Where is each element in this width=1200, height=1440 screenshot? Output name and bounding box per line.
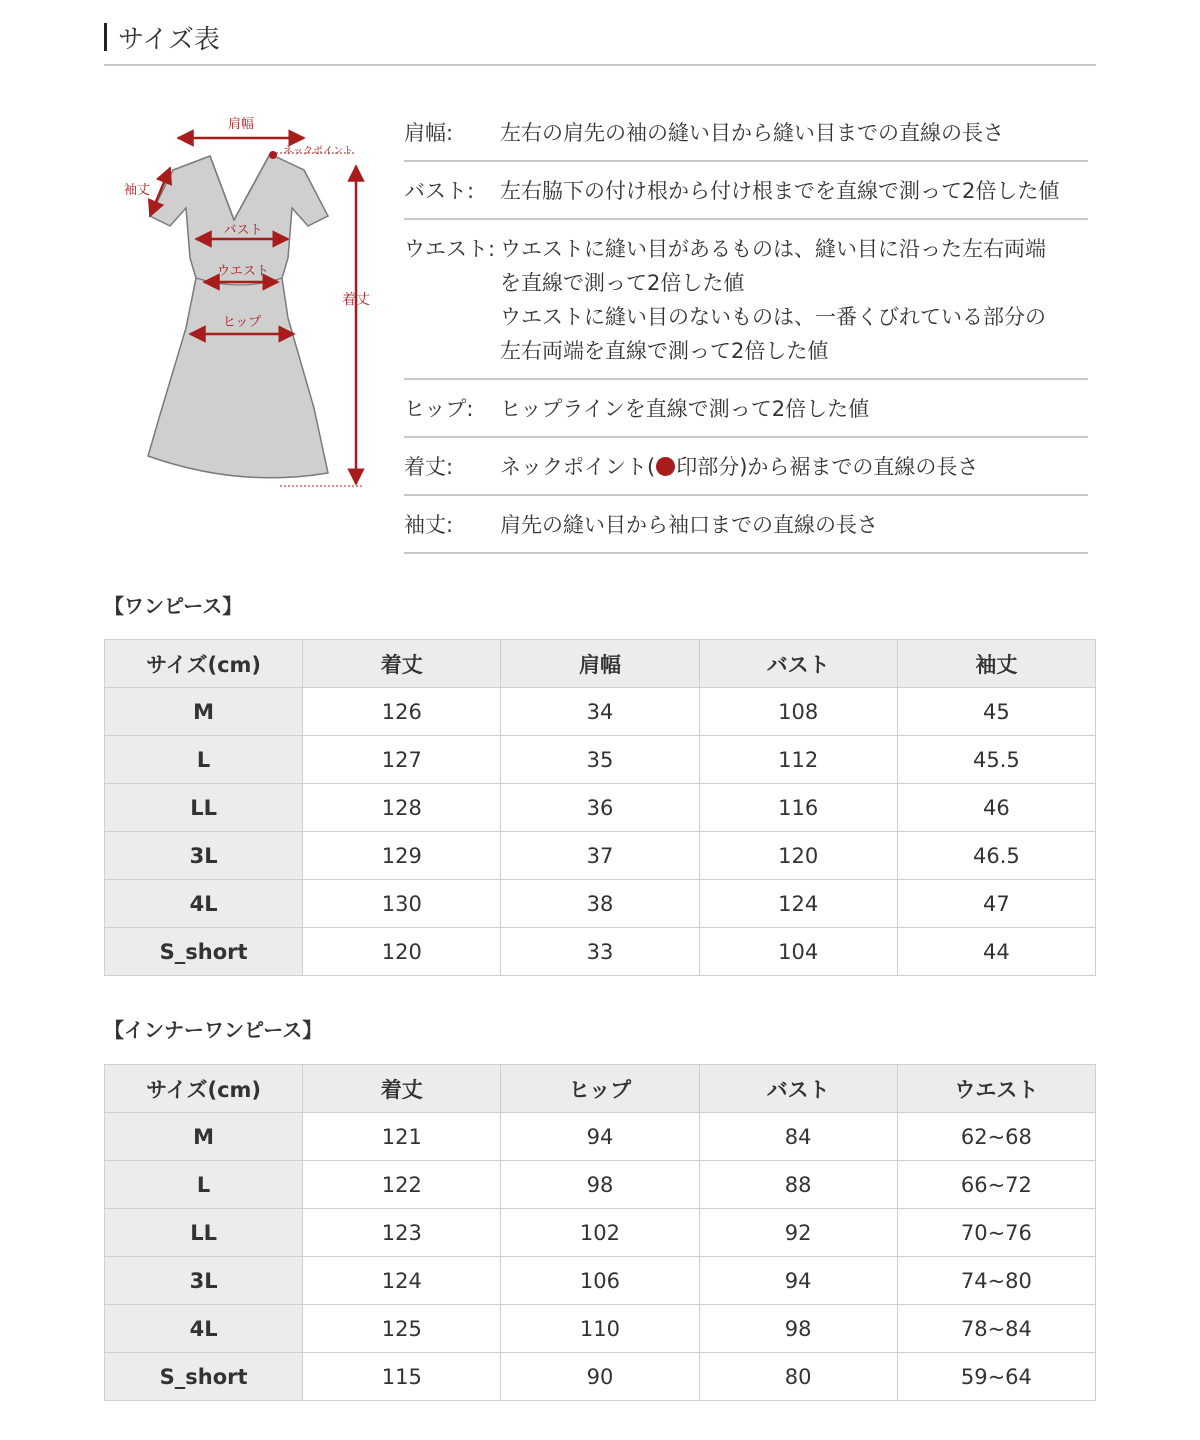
page-title — [104, 18, 220, 56]
column-header: 肩幅 — [501, 640, 699, 688]
measurement-definitions — [404, 104, 1088, 554]
table-cell: 78~84 — [897, 1305, 1095, 1353]
table-cell: 94 — [501, 1113, 699, 1161]
title-bar — [104, 23, 107, 51]
table-cell: 66~72 — [897, 1161, 1095, 1209]
table-cell: 37 — [501, 832, 699, 880]
size-cell: S_short — [105, 928, 303, 976]
table-row — [105, 784, 1096, 832]
definition-text: ヒップラインを直線で測って2倍した値 — [500, 397, 870, 421]
definition-bust — [404, 162, 1088, 220]
table-cell: 102 — [501, 1209, 699, 1257]
table-cell: 44 — [897, 928, 1095, 976]
shoulder-label: 肩幅 — [227, 117, 255, 132]
size-cell: L — [105, 736, 303, 784]
definition-text — [500, 450, 978, 484]
table-cell: 70~76 — [897, 1209, 1095, 1257]
table-cell: 80 — [699, 1353, 897, 1401]
table-row — [105, 1353, 1096, 1401]
table-header-row — [105, 640, 1096, 688]
table-cell: 124 — [303, 1257, 501, 1305]
table-cell: 34 — [501, 688, 699, 736]
definition-label: バスト: — [404, 179, 475, 203]
table-cell: 126 — [303, 688, 501, 736]
column-header: 着丈 — [303, 1065, 501, 1113]
definition-label: ヒップ: — [404, 397, 474, 421]
column-header: 袖丈 — [897, 640, 1095, 688]
definition-length — [404, 438, 1088, 496]
table-cell: 33 — [501, 928, 699, 976]
garment-diagram — [110, 108, 380, 498]
definition-text: 左右の肩先の袖の縫い目から縫い目までの直線の長さ — [500, 121, 1004, 145]
definition-text-after: 印部分)から裾までの直線の長さ — [676, 455, 979, 479]
definition-label: ウエスト: — [404, 237, 496, 261]
definition-text: 左右脇下の付け根から付け根までを直線で測って2倍した値 — [500, 179, 1060, 203]
definition-text-before: ネックポイント( — [500, 455, 656, 479]
hip-label: ヒップ — [222, 315, 262, 330]
size-cell: M — [105, 1113, 303, 1161]
table-cell: 62~68 — [897, 1113, 1095, 1161]
title-divider — [104, 64, 1096, 66]
table-cell: 124 — [699, 880, 897, 928]
table-cell: 122 — [303, 1161, 501, 1209]
table-cell: 106 — [501, 1257, 699, 1305]
column-header: バスト — [699, 1065, 897, 1113]
table-cell: 104 — [699, 928, 897, 976]
table-cell: 108 — [699, 688, 897, 736]
table-cell: 98 — [501, 1161, 699, 1209]
definition-waist — [404, 220, 1088, 380]
table-cell: 110 — [501, 1305, 699, 1353]
neck-point-label: ネックポイント — [283, 146, 353, 157]
definition-hip — [404, 380, 1088, 438]
column-header: サイズ(cm) — [105, 640, 303, 688]
definition-label: 肩幅: — [404, 121, 454, 145]
table-cell: 130 — [303, 880, 501, 928]
bust-label: バスト — [223, 223, 263, 238]
table-cell: 46 — [897, 784, 1095, 832]
size-cell: M — [105, 688, 303, 736]
table-row — [105, 688, 1096, 736]
size-cell: 3L — [105, 832, 303, 880]
table-cell: 98 — [699, 1305, 897, 1353]
table-row — [105, 1257, 1096, 1305]
table1-title: 【ワンピース】 — [104, 594, 243, 618]
table-cell: 112 — [699, 736, 897, 784]
table-cell: 36 — [501, 784, 699, 832]
table-cell: 129 — [303, 832, 501, 880]
definition-text: 肩先の縫い目から袖口までの直線の長さ — [500, 513, 878, 537]
table-cell: 120 — [303, 928, 501, 976]
table-cell: 94 — [699, 1257, 897, 1305]
table2-title: 【インナーワンピース】 — [104, 1018, 323, 1042]
column-header: サイズ(cm) — [105, 1065, 303, 1113]
table-cell: 74~80 — [897, 1257, 1095, 1305]
table-cell: 92 — [699, 1209, 897, 1257]
table-cell: 45 — [897, 688, 1095, 736]
definition-text: ウエストに縫い目があるものは、縫い目に沿った左右両端 を直線で測って2倍した値 ウエストに縫い目のないものは、一番くびれている部分の 左右両端を直線で測って2倍した値 — [500, 237, 1046, 363]
table-cell: 128 — [303, 784, 501, 832]
size-cell: LL — [105, 1209, 303, 1257]
table-cell: 59~64 — [897, 1353, 1095, 1401]
table-cell: 115 — [303, 1353, 501, 1401]
page-title-text: サイズ表 — [118, 24, 220, 55]
size-cell: L — [105, 1161, 303, 1209]
inner-onepiece-size-table — [104, 1064, 1096, 1401]
table-row — [105, 1161, 1096, 1209]
neck-point-dot-icon — [656, 457, 675, 476]
table-cell: 121 — [303, 1113, 501, 1161]
waist-label: ウエスト — [216, 264, 270, 279]
size-cell: 4L — [105, 1305, 303, 1353]
sleeve-label: 袖丈 — [123, 183, 151, 198]
definition-sleeve — [404, 496, 1088, 554]
table-row — [105, 880, 1096, 928]
dress-illustration — [110, 108, 380, 498]
table-row — [105, 928, 1096, 976]
definition-label: 袖丈: — [404, 513, 454, 537]
table-row — [105, 1113, 1096, 1161]
table-cell: 127 — [303, 736, 501, 784]
column-header: 着丈 — [303, 640, 501, 688]
table-cell: 123 — [303, 1209, 501, 1257]
table-row — [105, 832, 1096, 880]
table-row — [105, 1209, 1096, 1257]
table-cell: 116 — [699, 784, 897, 832]
table-row — [105, 1305, 1096, 1353]
table-cell: 88 — [699, 1161, 897, 1209]
table-cell: 38 — [501, 880, 699, 928]
onepiece-size-table — [104, 639, 1096, 976]
table-cell: 47 — [897, 880, 1095, 928]
column-header: ウエスト — [897, 1065, 1095, 1113]
size-cell: 4L — [105, 880, 303, 928]
table-cell: 46.5 — [897, 832, 1095, 880]
table-cell: 84 — [699, 1113, 897, 1161]
size-cell: S_short — [105, 1353, 303, 1401]
column-header: ヒップ — [501, 1065, 699, 1113]
table-cell: 90 — [501, 1353, 699, 1401]
size-cell: 3L — [105, 1257, 303, 1305]
table-cell: 45.5 — [897, 736, 1095, 784]
table-row — [105, 736, 1096, 784]
table-cell: 125 — [303, 1305, 501, 1353]
neck-point-marker — [269, 151, 277, 159]
definition-label: 着丈: — [404, 455, 454, 479]
length-label: 着丈 — [342, 292, 370, 308]
table-header-row — [105, 1065, 1096, 1113]
table-cell: 120 — [699, 832, 897, 880]
column-header: バスト — [699, 640, 897, 688]
table-cell: 35 — [501, 736, 699, 784]
size-cell: LL — [105, 784, 303, 832]
definition-shoulder — [404, 104, 1088, 162]
